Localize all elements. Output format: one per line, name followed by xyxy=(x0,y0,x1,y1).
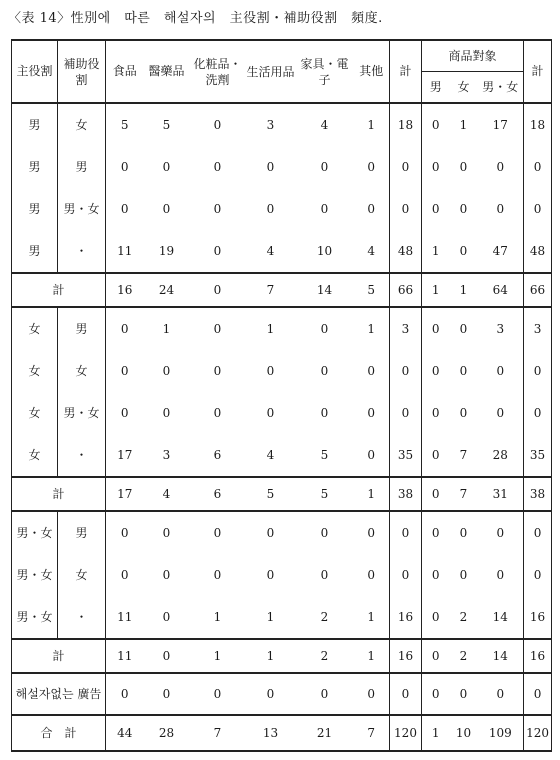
value-cell: 0 xyxy=(478,350,524,392)
value-cell: 4 xyxy=(266,243,275,258)
row-label: 計 xyxy=(12,639,106,673)
value-cell: 5 xyxy=(106,103,144,146)
value-cell: 7 xyxy=(450,477,478,511)
table-row xyxy=(12,230,552,273)
value-cell: 0 xyxy=(213,567,222,582)
value-cell: 0 xyxy=(190,673,246,715)
value-cell: 11 xyxy=(106,639,144,673)
value-cell: 0 xyxy=(213,243,222,258)
subtotal-row xyxy=(12,273,552,307)
value-cell: 0 xyxy=(144,511,190,554)
value-cell: 0 xyxy=(213,201,222,216)
value-cell: 0 xyxy=(422,596,450,639)
value-cell: 0 xyxy=(422,477,450,511)
row-label: 合 計 xyxy=(12,715,106,751)
value-cell: 2 xyxy=(320,609,329,624)
value-cell: 10 xyxy=(450,715,478,751)
value-cell: 0 xyxy=(106,511,144,554)
value-cell: 0 xyxy=(320,567,329,582)
header-target-both: 男・女 xyxy=(478,72,524,104)
value-cell: 0 xyxy=(422,511,450,554)
value-cell: 1 xyxy=(213,609,222,624)
table-row xyxy=(12,596,552,639)
value-cell: 0 xyxy=(296,673,354,715)
value-cell: 47 xyxy=(478,230,524,273)
header-daily: 生活用品 xyxy=(246,40,296,103)
row-label: 해설자없는 廣告 xyxy=(12,673,106,715)
value-cell: 14 xyxy=(478,639,524,673)
value-cell: 0 xyxy=(354,434,390,477)
header-other: 其他 xyxy=(354,40,390,103)
value-cell: 11 xyxy=(106,230,144,273)
value-cell: 5 xyxy=(354,273,390,307)
value-cell: 3 xyxy=(390,307,422,350)
table-caption: 〈表 14〉性別에 따른 해설자의 主役割・補助役割 頻度. xyxy=(8,11,383,26)
value-cell: 18 xyxy=(390,103,422,146)
table-row xyxy=(12,350,552,392)
value-cell: 2 xyxy=(459,609,468,624)
value-cell: 1 xyxy=(354,103,390,146)
value-cell: 1 xyxy=(266,609,275,624)
value-cell: 0 xyxy=(266,159,275,174)
value-cell: 0 xyxy=(422,146,450,188)
value-cell: 6 xyxy=(190,477,246,511)
value-cell: 0 xyxy=(422,673,450,715)
value-cell: 38 xyxy=(390,477,422,511)
value-cell: 0 xyxy=(162,201,171,216)
value-cell: 1 xyxy=(354,477,390,511)
value-cell: 0 xyxy=(524,511,552,554)
value-cell: 66 xyxy=(390,273,422,307)
value-cell: 0 xyxy=(320,405,329,420)
value-cell: 0 xyxy=(478,673,524,715)
row-label: 計 xyxy=(12,273,106,307)
value-cell: 0 xyxy=(478,554,524,596)
frequency-table-container xyxy=(11,39,552,752)
value-cell: 7 xyxy=(246,273,296,307)
value-cell: 66 xyxy=(524,273,552,307)
main-role-cell: 女 xyxy=(12,434,58,477)
value-cell: 35 xyxy=(524,434,552,477)
main-role-cell: 男・女 xyxy=(12,554,58,596)
value-cell: 0 xyxy=(296,511,354,554)
value-cell: 0 xyxy=(354,146,390,188)
value-cell: 16 xyxy=(390,596,422,639)
value-cell: 0 xyxy=(106,554,144,596)
header-target: 商品對象 xyxy=(422,40,524,72)
subtotal-row xyxy=(12,639,552,673)
header-target-male: 男 xyxy=(422,72,450,104)
value-cell: 0 xyxy=(478,392,524,434)
value-cell: 0 xyxy=(106,146,144,188)
frequency-table xyxy=(11,39,552,752)
value-cell: 0 xyxy=(213,405,222,420)
value-cell: 0 xyxy=(390,392,422,434)
value-cell: 4 xyxy=(354,230,390,273)
value-cell: 0 xyxy=(524,392,552,434)
value-cell: 1 xyxy=(354,639,390,673)
value-cell: 1 xyxy=(354,596,390,639)
value-cell: 0 xyxy=(459,567,468,582)
value-cell: 0 xyxy=(162,567,171,582)
value-cell: 1 xyxy=(450,103,478,146)
value-cell: 0 xyxy=(459,159,468,174)
value-cell: 5 xyxy=(320,447,329,462)
value-cell: 0 xyxy=(390,188,422,230)
aux-role-cell: 男 xyxy=(58,511,106,554)
value-cell: 3 xyxy=(524,307,552,350)
table-row xyxy=(12,188,552,230)
value-cell: 0 xyxy=(478,188,524,230)
value-cell: 0 xyxy=(422,307,450,350)
value-cell: 0 xyxy=(246,511,296,554)
subtotal-row xyxy=(12,477,552,511)
value-cell: 31 xyxy=(478,477,524,511)
header-row xyxy=(12,40,552,72)
value-cell: 28 xyxy=(478,434,524,477)
table-row xyxy=(12,307,552,350)
value-cell: 38 xyxy=(524,477,552,511)
value-cell: 16 xyxy=(106,273,144,307)
value-cell: 0 xyxy=(422,392,450,434)
value-cell: 0 xyxy=(106,392,144,434)
header-main-role: 主役割 xyxy=(12,40,58,103)
value-cell: 24 xyxy=(144,273,190,307)
main-role-cell: 男・女 xyxy=(12,511,58,554)
value-cell: 0 xyxy=(354,188,390,230)
value-cell: 17 xyxy=(106,434,144,477)
value-cell: 0 xyxy=(106,188,144,230)
value-cell: 0 xyxy=(190,273,246,307)
aux-role-cell: 男・女 xyxy=(58,188,106,230)
value-cell: 2 xyxy=(450,639,478,673)
value-cell: 1 xyxy=(422,230,450,273)
value-cell: 0 xyxy=(390,350,422,392)
value-cell: 120 xyxy=(524,715,552,751)
value-cell: 0 xyxy=(390,146,422,188)
value-cell: 0 xyxy=(106,350,144,392)
value-cell: 2 xyxy=(296,639,354,673)
value-cell: 0 xyxy=(450,511,478,554)
value-cell: 28 xyxy=(144,715,190,751)
value-cell: 0 xyxy=(524,146,552,188)
value-cell: 0 xyxy=(213,159,222,174)
value-cell: 0 xyxy=(320,159,329,174)
value-cell: 0 xyxy=(190,307,246,350)
aux-role-cell: ・ xyxy=(58,434,106,477)
value-cell: 0 xyxy=(422,639,450,673)
value-cell: 1 xyxy=(144,307,190,350)
value-cell: 13 xyxy=(246,715,296,751)
value-cell: 0 xyxy=(162,405,171,420)
value-cell: 0 xyxy=(266,201,275,216)
value-cell: 0 xyxy=(422,554,450,596)
value-cell: 6 xyxy=(213,447,222,462)
value-cell: 0 xyxy=(390,554,422,596)
value-cell: 3 xyxy=(478,307,524,350)
value-cell: 0 xyxy=(422,188,450,230)
value-cell: 0 xyxy=(459,363,468,378)
value-cell: 0 xyxy=(524,554,552,596)
value-cell: 0 xyxy=(354,350,390,392)
value-cell: 0 xyxy=(390,673,422,715)
table-row xyxy=(12,392,552,434)
value-cell: 18 xyxy=(524,103,552,146)
value-cell: 7 xyxy=(354,715,390,751)
aux-role-cell: 女 xyxy=(58,103,106,146)
value-cell: 0 xyxy=(459,243,468,258)
main-role-cell: 男 xyxy=(12,103,58,146)
table-row xyxy=(12,434,552,477)
value-cell: 0 xyxy=(162,363,171,378)
value-cell: 17 xyxy=(478,103,524,146)
value-cell: 0 xyxy=(478,511,524,554)
value-cell: 44 xyxy=(106,715,144,751)
aux-role-cell: 男 xyxy=(58,307,106,350)
main-role-cell: 男・女 xyxy=(12,596,58,639)
header-food: 食品 xyxy=(106,40,144,103)
value-cell: 4 xyxy=(296,103,354,146)
value-cell: 0 xyxy=(422,350,450,392)
value-cell: 64 xyxy=(478,273,524,307)
no-announcer-row xyxy=(12,673,552,715)
value-cell: 0 xyxy=(450,307,478,350)
value-cell: 0 xyxy=(524,350,552,392)
value-cell: 0 xyxy=(320,363,329,378)
value-cell: 1 xyxy=(354,307,390,350)
value-cell: 0 xyxy=(106,673,144,715)
aux-role-cell: 女 xyxy=(58,350,106,392)
table-row xyxy=(12,103,552,146)
value-cell: 1 xyxy=(246,639,296,673)
value-cell: 0 xyxy=(459,201,468,216)
value-cell: 3 xyxy=(246,103,296,146)
value-cell: 0 xyxy=(422,103,450,146)
header-medicine: 醫藥品 xyxy=(144,40,190,103)
value-cell: 0 xyxy=(213,363,222,378)
header-cosmetics: 化粧品・洗劑 xyxy=(190,40,246,103)
value-cell: 0 xyxy=(266,405,275,420)
value-cell: 14 xyxy=(478,596,524,639)
table-row xyxy=(12,146,552,188)
value-cell: 5 xyxy=(296,477,354,511)
value-cell: 0 xyxy=(266,363,275,378)
table-row xyxy=(12,511,552,554)
value-cell: 0 xyxy=(144,639,190,673)
value-cell: 4 xyxy=(266,447,275,462)
value-cell: 0 xyxy=(162,609,171,624)
value-cell: 3 xyxy=(162,447,171,462)
value-cell: 21 xyxy=(296,715,354,751)
value-cell: 0 xyxy=(296,307,354,350)
aux-role-cell: 女 xyxy=(58,554,106,596)
value-cell: 16 xyxy=(390,639,422,673)
aux-role-cell: 男 xyxy=(58,146,106,188)
header-total: 計 xyxy=(390,40,422,103)
value-cell: 0 xyxy=(450,673,478,715)
header-furniture: 家具・電子 xyxy=(296,40,354,103)
main-role-cell: 女 xyxy=(12,392,58,434)
value-cell: 120 xyxy=(390,715,422,751)
value-cell: 10 xyxy=(316,243,333,258)
value-cell: 16 xyxy=(524,596,552,639)
value-cell: 19 xyxy=(158,243,175,258)
value-cell: 0 xyxy=(354,392,390,434)
value-cell: 0 xyxy=(354,511,390,554)
value-cell: 0 xyxy=(524,673,552,715)
value-cell: 16 xyxy=(524,639,552,673)
value-cell: 5 xyxy=(246,477,296,511)
main-role-cell: 女 xyxy=(12,350,58,392)
value-cell: 0 xyxy=(478,146,524,188)
header-aux-role: 補助役割 xyxy=(58,40,106,103)
aux-role-cell: 男・女 xyxy=(58,392,106,434)
value-cell: 0 xyxy=(320,201,329,216)
value-cell: 0 xyxy=(144,673,190,715)
row-label: 計 xyxy=(12,477,106,511)
main-role-cell: 男 xyxy=(12,146,58,188)
value-cell: 5 xyxy=(144,103,190,146)
value-cell: 0 xyxy=(106,307,144,350)
main-role-cell: 男 xyxy=(12,188,58,230)
value-cell: 48 xyxy=(390,230,422,273)
value-cell: 1 xyxy=(422,715,450,751)
value-cell: 0 xyxy=(354,673,390,715)
value-cell: 17 xyxy=(106,477,144,511)
header-total2: 計 xyxy=(524,40,552,103)
header-target-female: 女 xyxy=(450,72,478,104)
value-cell: 14 xyxy=(296,273,354,307)
value-cell: 35 xyxy=(390,434,422,477)
value-cell: 1 xyxy=(190,639,246,673)
value-cell: 0 xyxy=(390,511,422,554)
value-cell: 0 xyxy=(266,567,275,582)
grand-total-row xyxy=(12,715,552,751)
value-cell: 1 xyxy=(450,273,478,307)
value-cell: 0 xyxy=(422,434,450,477)
value-cell: 11 xyxy=(106,596,144,639)
value-cell: 48 xyxy=(524,230,552,273)
aux-role-cell: ・ xyxy=(58,596,106,639)
value-cell: 4 xyxy=(144,477,190,511)
value-cell: 0 xyxy=(459,405,468,420)
value-cell: 1 xyxy=(246,307,296,350)
value-cell: 0 xyxy=(246,673,296,715)
value-cell: 1 xyxy=(422,273,450,307)
value-cell: 0 xyxy=(190,103,246,146)
value-cell: 7 xyxy=(190,715,246,751)
value-cell: 0 xyxy=(354,554,390,596)
value-cell: 109 xyxy=(478,715,524,751)
value-cell: 0 xyxy=(524,188,552,230)
table-row xyxy=(12,554,552,596)
value-cell: 7 xyxy=(459,447,468,462)
aux-role-cell: ・ xyxy=(58,230,106,273)
value-cell: 0 xyxy=(190,511,246,554)
main-role-cell: 男 xyxy=(12,230,58,273)
value-cell: 0 xyxy=(162,159,171,174)
main-role-cell: 女 xyxy=(12,307,58,350)
